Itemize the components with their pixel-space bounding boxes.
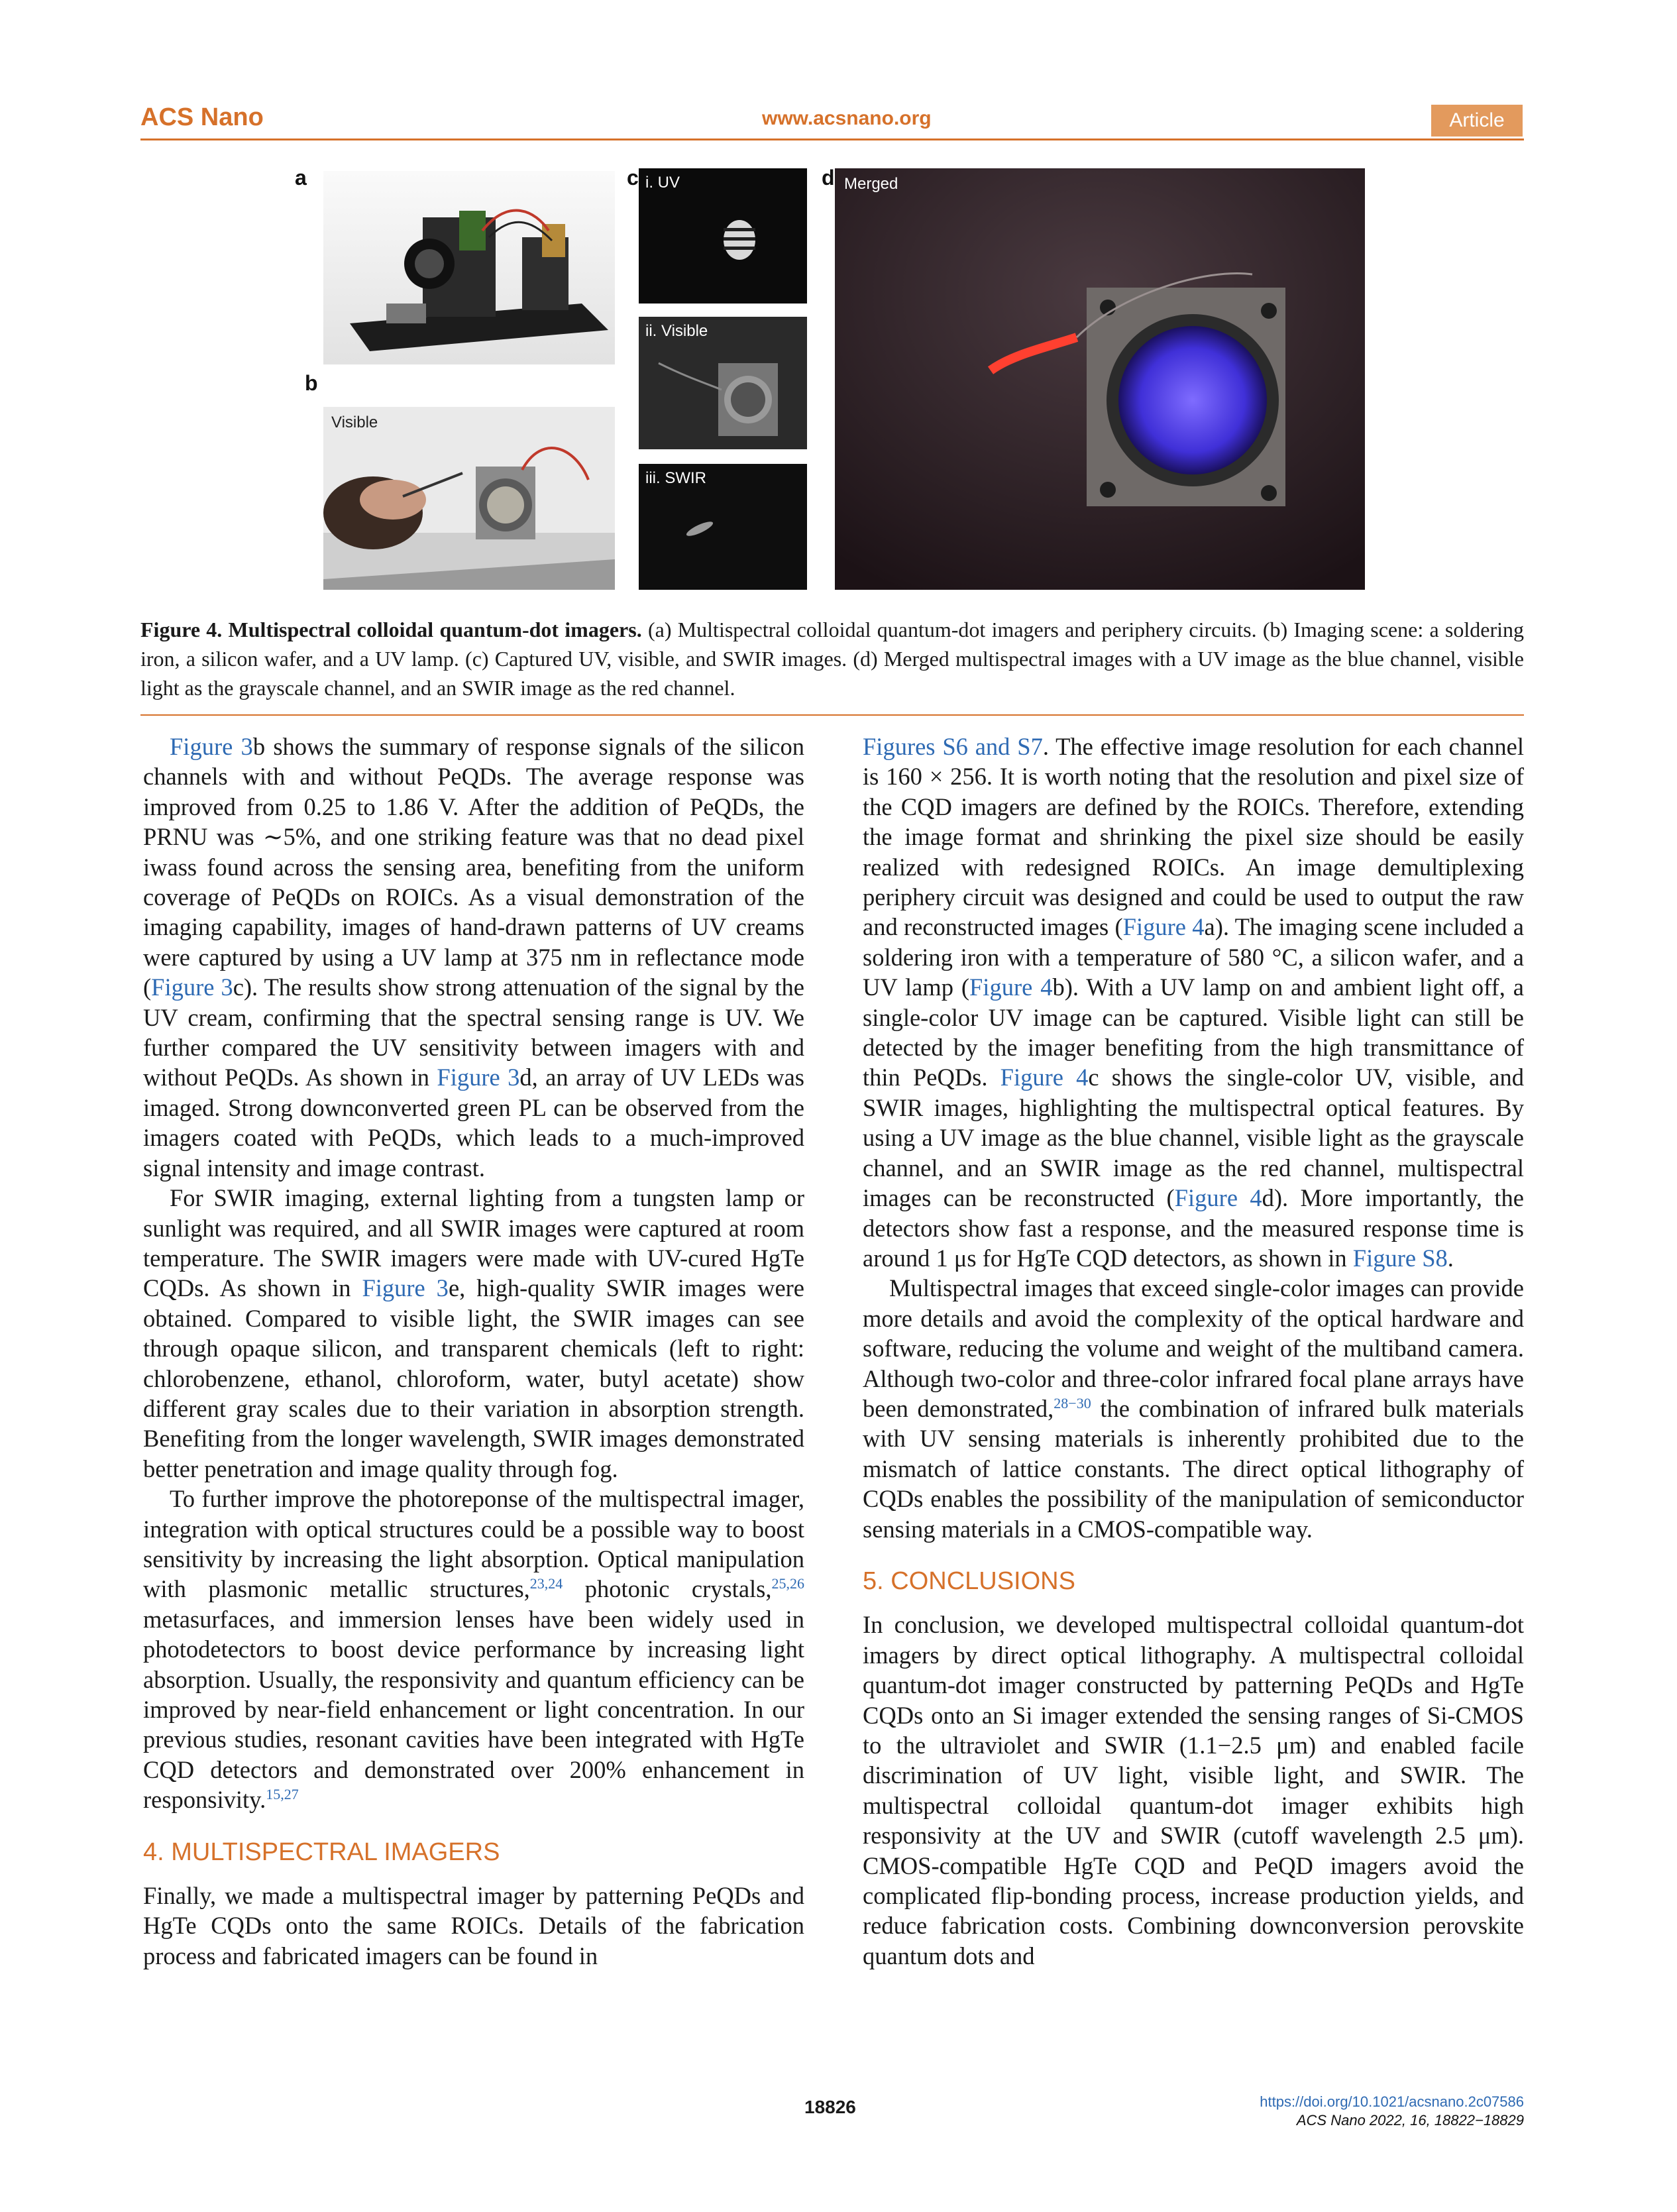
article-type-badge: Article	[1431, 105, 1523, 137]
paragraph-text: For SWIR imaging, external lighting from a tungsten lamp or sunlight was required, and all SWIR images were captured at room temperature. The SWIR imagers were made with UV-cured HgTe CQDs. As shown in	[143, 1184, 804, 1302]
journal-name: ACS Nano	[140, 103, 264, 131]
visible-scene-label: Visible	[331, 414, 378, 431]
paragraph-text: To further improve the photoreponse of the multispectral imager, integration with optical structures could be a possible way to boost sensitivity by increasing the light absorption. Optical manipulation with plasmonic metallic structures,	[143, 1485, 804, 1603]
merged-image-illustration	[835, 168, 1365, 590]
caption-rule	[140, 714, 1524, 716]
figure-link[interactable]: Figure 4	[1000, 1064, 1089, 1091]
paragraph-text: .	[1447, 1244, 1454, 1272]
figure-link[interactable]: Figure S8	[1352, 1244, 1448, 1272]
imager-device-photo	[323, 171, 615, 364]
doi-link[interactable]: https://doi.org/10.1021/acsnano.2c07586	[1260, 2093, 1524, 2110]
paragraph	[143, 732, 804, 1183]
figure-link[interactable]: Figure 3	[437, 1064, 520, 1091]
figure-link[interactable]: Figure 4	[1122, 913, 1205, 941]
paragraph	[863, 732, 1524, 1273]
section-heading-5: 5. CONCLUSIONS	[863, 1567, 1075, 1595]
panel-letter-c: c	[627, 166, 639, 190]
uv-label: i. UV	[645, 174, 680, 192]
paragraph	[143, 1484, 804, 1814]
section-heading-4: 4. MULTISPECTRAL IMAGERS	[143, 1838, 500, 1866]
paragraph-text: d). More importantly, the detectors show fast a response, and the measured response time is around 1 μs for HgTe CQD detectors, as shown in	[863, 1184, 1524, 1272]
figure-caption	[140, 615, 1524, 702]
paragraph-text: b). With a UV lamp on and ambient light off, a single-color UV image can be captured. Visible light can still be detected by the imager benefiting from the high transmittance of thin PeQDs.	[863, 973, 1524, 1091]
figure-link[interactable]: Figures S6 and S7	[863, 733, 1043, 760]
page-number: 18826	[804, 2097, 856, 2117]
swir-image-panel	[639, 464, 807, 590]
paragraph-text: d, an array of UV LEDs was imaged. Strong downconverted green PL can be observed from the imagers coated with PeQDs, which leads to a much-improved signal intensity and image contrast.	[143, 1064, 804, 1182]
figure-link[interactable]: Figure 3	[170, 733, 253, 760]
paragraph-text: the combination of infrared bulk materials with UV sensing materials is inherently prohibited due to the mismatch of lattice constants. The direct optical lithography of CQDs enables the possibility of the manipulation of semiconductor sensing materials in a CMOS-compatible way.	[863, 1394, 1524, 1543]
doi-footer	[1126, 2093, 1524, 2130]
paragraph-text: c shows the single-color UV, visible, and SWIR images, highlighting the multispectral optical features. By using a UV image as the blue channel, visible light as the grayscale channel, and an SWIR image as the red channel, multispectral images can be reconstructed (	[863, 1064, 1524, 1212]
imaging-scene-illustration	[323, 407, 615, 590]
paragraph-text: b shows the summary of response signals of the silicon channels with and without PeQDs. The average response was improved from 0.25 to 1.86 V. After the addition of PeQDs, the PRNU was ∼5%, and one striking feature was that no dead pixel iwass found across the sensing area, benefiting from the uniform coverage of PeQDs on ROICs. As a visual demonstration of the imaging capability, images of hand-drawn patterns of UV creams were captured by using a UV lamp at 375 nm in reflectance mode (	[143, 733, 804, 1001]
merged-image-panel	[835, 168, 1365, 590]
panel-letter-a: a	[295, 166, 307, 190]
merged-label: Merged	[844, 175, 898, 193]
paragraph-text: . The effective image resolution for each channel is 160 × 256. It is worth noting that the resolution and pixel size of the CQD imagers are defined by the ROICs. Therefore, extending the image format and shrinking the pixel size should be easily realized with redesigned ROICs. An image demultiplexing periphery circuit was designed and could be used to output the raw and reconstructed images (	[863, 733, 1524, 941]
panel-letter-d: d	[822, 166, 835, 190]
paragraph: In conclusion, we developed multispectral colloidal quantum-dot imagers by direct optical lithography. A multispectral colloidal quantum-dot imager constructed by patterning PeQDs and HgTe CQDs onto an Si imager extended the sensing ranges of Si-CMOS to the ultraviolet and SWIR (1.1−2.5 μm) and enabled facile discrimination of UV light, visible light, and SWIR. The multispectral colloidal quantum-dot imager exhibits high responsivity at the UV and SWIR (cutoff wavelength 2.5 μm). CMOS-compatible HgTe CQD and PeQD imagers avoid the complicated flip-bonding process, increase production yields, and reduce fabrication costs. Combining downconversion perovskite quantum dots and	[863, 1611, 1524, 1969]
paragraph-text: Multispectral images that exceed single-color images can provide more details and avoid the complexity of the optical hardware and software, reducing the volume and weight of the multiband camera. Although two-color and three-color infrared focal plane arrays have been demonstrated,	[863, 1274, 1524, 1422]
figure-caption-lead: Figure 4. Multispectral colloidal quantum-dot imagers.	[140, 618, 642, 641]
reference-link[interactable]: 23,24	[529, 1575, 563, 1592]
paragraph-text: e, high-quality SWIR images were obtained. Compared to visible light, the SWIR images can see through opaque silicon, and transparent chemicals (left to right: chlorobenzene, ethanol, chloroform, water, butyl acetate) show different gray scales due to their variation in absorption strength. Benefiting from the longer wavelength, SWIR images demonstrated better penetration and image quality through fog.	[143, 1274, 805, 1482]
paragraph: Finally, we made a multispectral imager by patterning PeQDs and HgTe CQDs onto the same ROICs. Details of the fabrication process and fabricated imagers can be found in	[143, 1882, 804, 1969]
panel-letter-b: b	[305, 371, 318, 395]
figure-caption-body: (a) Multispectral colloidal quantum-dot imagers and periphery circuits. (b) Imaging scene: a soldering iron, a silicon wafer, and a UV lamp. (c) Captured UV, visible, and SWIR images. (d) Merged multispectral images with a UV image as the blue channel, visible light as the grayscale channel, and an SWIR image as the red channel.	[140, 618, 1525, 700]
right-column	[863, 732, 1524, 1971]
paragraph-text: c). The results show strong attenuation of the signal by the UV cream, confirming that the spectral sensing range is UV. We further compared the UV sensitivity between imagers with and without PeQDs. As shown in	[143, 973, 805, 1091]
uv-image-panel	[639, 168, 807, 304]
paragraph	[143, 1183, 804, 1484]
figure-link[interactable]: Figure 3	[151, 973, 233, 1001]
reference-link[interactable]: 25,26	[771, 1575, 804, 1592]
imaging-scene-photo	[323, 407, 615, 590]
imager-device-illustration	[323, 171, 615, 364]
figure-link[interactable]: Figure 4	[1174, 1184, 1262, 1212]
swir-label: iii. SWIR	[645, 469, 706, 487]
figure-4	[0, 0, 1677, 596]
paragraph-text: metasurfaces, and immersion lenses have been widely used in photodetectors to boost device performance by increasing light absorption. Usually, the responsivity and quantum efficiency can be improved by near-field enhancement or light concentration. In our previous studies, resonant cavities have been integrated with HgTe CQD detectors and demonstrated over 200% enhancement in responsivity.	[143, 1605, 804, 1814]
visible-label: ii. Visible	[645, 322, 708, 340]
figure-link[interactable]: Figure 4	[969, 973, 1053, 1001]
figure-link[interactable]: Figure 3	[362, 1274, 449, 1302]
reference-link[interactable]: 15,27	[266, 1786, 299, 1803]
left-column	[143, 732, 804, 1971]
paragraph	[863, 1273, 1524, 1544]
journal-citation: ACS Nano 2022, 16, 18822−18829	[1296, 2112, 1524, 2129]
reference-link[interactable]: 28−30	[1054, 1394, 1091, 1411]
paragraph-text: a). The imaging scene included a soldering iron with a temperature of 580 °C, a silicon wafer, and a UV lamp (	[863, 913, 1525, 1001]
visible-image-panel	[639, 317, 807, 449]
journal-website[interactable]: www.acsnano.org	[762, 107, 932, 129]
paragraph-text: photonic crystals,	[563, 1575, 772, 1603]
